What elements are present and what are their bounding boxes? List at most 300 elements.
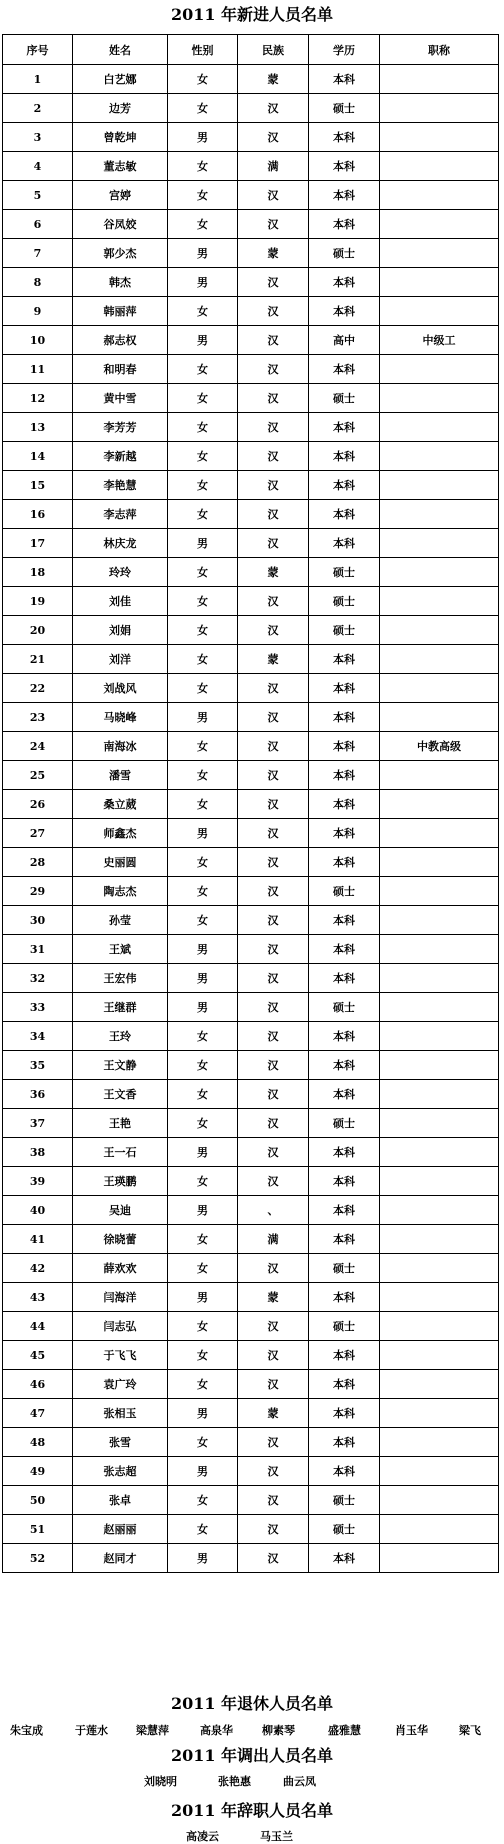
cell-name: 王宏伟 [73, 964, 168, 993]
cell-education: 本科 [309, 442, 380, 471]
cell-name: 王玲 [73, 1022, 168, 1051]
cell-gender: 男 [168, 1399, 238, 1428]
table-header-row [3, 35, 499, 65]
cell-gender: 男 [168, 1544, 238, 1573]
cell-ethnicity: 汉 [238, 674, 309, 703]
cell-gender: 男 [168, 268, 238, 297]
cell-gender: 女 [168, 1254, 238, 1283]
table-row [3, 732, 499, 761]
cell-education: 本科 [309, 761, 380, 790]
cell-ethnicity: 汉 [238, 94, 309, 123]
cell-name: 郭少杰 [73, 239, 168, 268]
table-row [3, 413, 499, 442]
cell-name: 潘雪 [73, 761, 168, 790]
cell-title [380, 1254, 499, 1283]
cell-name: 赵丽丽 [73, 1515, 168, 1544]
cell-title [380, 848, 499, 877]
cell-name: 于飞飞 [73, 1341, 168, 1370]
cell-education: 本科 [309, 471, 380, 500]
cell-index: 29 [3, 877, 73, 906]
cell-title [380, 1167, 499, 1196]
cell-ethnicity: 汉 [238, 1051, 309, 1080]
cell-gender: 男 [168, 1457, 238, 1486]
cell-name: 王瑛鹏 [73, 1167, 168, 1196]
cell-name: 韩丽萍 [73, 297, 168, 326]
table-row [3, 1225, 499, 1254]
cell-index: 2 [3, 94, 73, 123]
cell-index: 51 [3, 1515, 73, 1544]
cell-ethnicity: 汉 [238, 384, 309, 413]
retired-title: 2011 年退休人员名单 [170, 1694, 334, 1713]
cell-name: 李志萍 [73, 500, 168, 529]
cell-title [380, 558, 499, 587]
cell-title [380, 761, 499, 790]
cell-title [380, 1370, 499, 1399]
col-header-education: 学历 [309, 35, 380, 65]
cell-gender: 女 [168, 442, 238, 471]
cell-name: 玲玲 [73, 558, 168, 587]
table-row [3, 471, 499, 500]
cell-gender: 女 [168, 1225, 238, 1254]
cell-name: 桑立葳 [73, 790, 168, 819]
cell-education: 本科 [309, 1341, 380, 1370]
cell-ethnicity: 汉 [238, 500, 309, 529]
cell-gender: 女 [168, 1051, 238, 1080]
cell-title [380, 152, 499, 181]
cell-ethnicity: 汉 [238, 616, 309, 645]
table-row [3, 877, 499, 906]
cell-gender: 女 [168, 384, 238, 413]
cell-ethnicity: 汉 [238, 1428, 309, 1457]
cell-index: 33 [3, 993, 73, 1022]
cell-title [380, 297, 499, 326]
cell-ethnicity: 汉 [238, 1486, 309, 1515]
cell-education: 硕士 [309, 1109, 380, 1138]
table-row [3, 848, 499, 877]
cell-index: 14 [3, 442, 73, 471]
cell-gender: 男 [168, 993, 238, 1022]
cell-ethnicity: 汉 [238, 1341, 309, 1370]
cell-name: 吴迪 [73, 1196, 168, 1225]
cell-ethnicity: 汉 [238, 355, 309, 384]
cell-education: 硕士 [309, 1486, 380, 1515]
table-row [3, 587, 499, 616]
cell-name: 刘佳 [73, 587, 168, 616]
table-row [3, 616, 499, 645]
cell-ethnicity: 汉 [238, 790, 309, 819]
table-row [3, 326, 499, 355]
cell-ethnicity: 汉 [238, 819, 309, 848]
cell-index: 39 [3, 1167, 73, 1196]
table-row [3, 1167, 499, 1196]
cell-index: 15 [3, 471, 73, 500]
cell-title [380, 703, 499, 732]
cell-gender: 女 [168, 1109, 238, 1138]
cell-name: 韩杰 [73, 268, 168, 297]
cell-title [380, 935, 499, 964]
cell-index: 4 [3, 152, 73, 181]
cell-title [380, 239, 499, 268]
cell-name: 李新越 [73, 442, 168, 471]
cell-ethnicity: 汉 [238, 1312, 309, 1341]
cell-gender: 男 [168, 123, 238, 152]
cell-title [380, 442, 499, 471]
cell-title [380, 1428, 499, 1457]
table-row [3, 268, 499, 297]
cell-title [380, 1544, 499, 1573]
table-row [3, 1457, 499, 1486]
cell-education: 本科 [309, 645, 380, 674]
cell-name: 王艳 [73, 1109, 168, 1138]
table-row [3, 1051, 499, 1080]
cell-name: 袁广玲 [73, 1370, 168, 1399]
cell-gender: 女 [168, 1080, 238, 1109]
table-row [3, 964, 499, 993]
cell-title [380, 964, 499, 993]
transferred-title: 2011 年调出人员名单 [170, 1746, 334, 1765]
cell-title [380, 877, 499, 906]
cell-index: 30 [3, 906, 73, 935]
cell-gender: 女 [168, 65, 238, 94]
cell-ethnicity: 蒙 [238, 558, 309, 587]
col-header-gender: 性别 [168, 35, 238, 65]
cell-index: 11 [3, 355, 73, 384]
cell-name: 南海冰 [73, 732, 168, 761]
cell-gender: 男 [168, 964, 238, 993]
cell-index: 40 [3, 1196, 73, 1225]
cell-index: 34 [3, 1022, 73, 1051]
cell-education: 本科 [309, 500, 380, 529]
cell-education: 本科 [309, 848, 380, 877]
cell-title [380, 413, 499, 442]
cell-gender: 男 [168, 529, 238, 558]
cell-ethnicity: 汉 [238, 877, 309, 906]
cell-gender: 女 [168, 1341, 238, 1370]
cell-gender: 女 [168, 848, 238, 877]
table-row [3, 355, 499, 384]
cell-ethnicity: 、 [238, 1196, 309, 1225]
person-name: 柳素琴 [262, 1724, 295, 1737]
col-header-index: 序号 [3, 35, 73, 65]
cell-ethnicity: 汉 [238, 1515, 309, 1544]
cell-education: 本科 [309, 210, 380, 239]
cell-index: 41 [3, 1225, 73, 1254]
cell-index: 52 [3, 1544, 73, 1573]
table-row [3, 1312, 499, 1341]
cell-gender: 女 [168, 152, 238, 181]
cell-title [380, 906, 499, 935]
cell-index: 3 [3, 123, 73, 152]
cell-title [380, 1109, 499, 1138]
cell-index: 49 [3, 1457, 73, 1486]
new-staff-title: 2011 年新进人员名单 [170, 5, 334, 24]
table-row [3, 674, 499, 703]
cell-index: 18 [3, 558, 73, 587]
cell-index: 16 [3, 500, 73, 529]
cell-ethnicity: 满 [238, 152, 309, 181]
cell-gender: 男 [168, 1196, 238, 1225]
cell-title [380, 1138, 499, 1167]
cell-ethnicity: 蒙 [238, 645, 309, 674]
table-row [3, 1138, 499, 1167]
table-row [3, 703, 499, 732]
cell-index: 43 [3, 1283, 73, 1312]
cell-title: 中级工 [380, 326, 499, 355]
cell-education: 本科 [309, 1544, 380, 1573]
cell-education: 本科 [309, 413, 380, 442]
cell-index: 1 [3, 65, 73, 94]
table-row [3, 1196, 499, 1225]
person-name: 朱宝成 [10, 1724, 43, 1737]
table-row [3, 529, 499, 558]
cell-index: 5 [3, 181, 73, 210]
cell-ethnicity: 汉 [238, 471, 309, 500]
cell-ethnicity: 汉 [238, 1544, 309, 1573]
cell-name: 张卓 [73, 1486, 168, 1515]
table-row [3, 210, 499, 239]
cell-education: 硕士 [309, 1312, 380, 1341]
col-header-name: 姓名 [73, 35, 168, 65]
cell-ethnicity: 汉 [238, 732, 309, 761]
cell-title [380, 1341, 499, 1370]
table-row [3, 65, 499, 94]
cell-index: 21 [3, 645, 73, 674]
cell-title [380, 355, 499, 384]
cell-ethnicity: 汉 [238, 442, 309, 471]
cell-name: 曾乾坤 [73, 123, 168, 152]
table-row [3, 1544, 499, 1573]
cell-education: 本科 [309, 1428, 380, 1457]
person-name: 盛雅慧 [328, 1724, 361, 1737]
cell-title [380, 616, 499, 645]
cell-gender: 女 [168, 471, 238, 500]
cell-name: 李芳芳 [73, 413, 168, 442]
cell-title: 中教高级 [380, 732, 499, 761]
cell-education: 本科 [309, 1138, 380, 1167]
cell-index: 28 [3, 848, 73, 877]
cell-name: 刘战风 [73, 674, 168, 703]
cell-title [380, 1283, 499, 1312]
cell-ethnicity: 汉 [238, 1254, 309, 1283]
cell-ethnicity: 汉 [238, 529, 309, 558]
cell-gender: 男 [168, 703, 238, 732]
person-name: 肖玉华 [395, 1724, 428, 1737]
cell-education: 硕士 [309, 94, 380, 123]
cell-name: 孙莹 [73, 906, 168, 935]
cell-title [380, 65, 499, 94]
new-staff-table [2, 34, 499, 1573]
cell-education: 本科 [309, 732, 380, 761]
cell-name: 张雪 [73, 1428, 168, 1457]
cell-education: 硕士 [309, 558, 380, 587]
cell-gender: 女 [168, 1515, 238, 1544]
cell-ethnicity: 汉 [238, 703, 309, 732]
cell-ethnicity: 满 [238, 1225, 309, 1254]
cell-title [380, 1399, 499, 1428]
cell-title [380, 587, 499, 616]
resigned-title: 2011 年辞职人员名单 [170, 1801, 334, 1820]
cell-education: 本科 [309, 1051, 380, 1080]
person-name: 于莲水 [75, 1724, 108, 1737]
cell-education: 本科 [309, 935, 380, 964]
cell-gender: 女 [168, 297, 238, 326]
cell-index: 7 [3, 239, 73, 268]
col-header-ethnicity: 民族 [238, 35, 309, 65]
cell-ethnicity: 汉 [238, 935, 309, 964]
person-name: 马玉兰 [260, 1830, 293, 1843]
cell-name: 王继群 [73, 993, 168, 1022]
cell-title [380, 471, 499, 500]
cell-name: 和明春 [73, 355, 168, 384]
cell-education: 硕士 [309, 616, 380, 645]
cell-education: 硕士 [309, 1515, 380, 1544]
cell-name: 宫婷 [73, 181, 168, 210]
cell-ethnicity: 汉 [238, 761, 309, 790]
cell-title [380, 1312, 499, 1341]
cell-index: 12 [3, 384, 73, 413]
cell-name: 陶志杰 [73, 877, 168, 906]
cell-gender: 女 [168, 616, 238, 645]
table-row [3, 239, 499, 268]
cell-name: 李艳慧 [73, 471, 168, 500]
cell-gender: 女 [168, 1312, 238, 1341]
cell-index: 38 [3, 1138, 73, 1167]
table-row [3, 1080, 499, 1109]
person-name: 高泉华 [200, 1724, 233, 1737]
cell-index: 20 [3, 616, 73, 645]
cell-gender: 女 [168, 1370, 238, 1399]
cell-gender: 女 [168, 1167, 238, 1196]
cell-gender: 女 [168, 645, 238, 674]
cell-education: 硕士 [309, 587, 380, 616]
cell-title [380, 123, 499, 152]
cell-gender: 女 [168, 587, 238, 616]
cell-index: 17 [3, 529, 73, 558]
cell-title [380, 1225, 499, 1254]
cell-ethnicity: 汉 [238, 1080, 309, 1109]
cell-title [380, 210, 499, 239]
cell-title [380, 1022, 499, 1051]
cell-name: 赵同才 [73, 1544, 168, 1573]
cell-name: 边芳 [73, 94, 168, 123]
cell-education: 本科 [309, 181, 380, 210]
table-row [3, 1370, 499, 1399]
table-row [3, 1283, 499, 1312]
cell-name: 史丽圆 [73, 848, 168, 877]
table-row [3, 790, 499, 819]
cell-name: 董志敏 [73, 152, 168, 181]
cell-index: 36 [3, 1080, 73, 1109]
cell-gender: 女 [168, 732, 238, 761]
cell-education: 本科 [309, 1196, 380, 1225]
cell-gender: 女 [168, 906, 238, 935]
cell-title [380, 645, 499, 674]
cell-ethnicity: 汉 [238, 1370, 309, 1399]
cell-index: 42 [3, 1254, 73, 1283]
cell-ethnicity: 汉 [238, 413, 309, 442]
cell-index: 8 [3, 268, 73, 297]
cell-gender: 男 [168, 1138, 238, 1167]
table-row [3, 384, 499, 413]
cell-education: 本科 [309, 1283, 380, 1312]
cell-education: 本科 [309, 355, 380, 384]
cell-education: 硕士 [309, 239, 380, 268]
cell-title [380, 674, 499, 703]
cell-title [380, 529, 499, 558]
cell-index: 27 [3, 819, 73, 848]
cell-ethnicity: 汉 [238, 1457, 309, 1486]
cell-education: 本科 [309, 674, 380, 703]
cell-index: 32 [3, 964, 73, 993]
cell-index: 26 [3, 790, 73, 819]
cell-index: 37 [3, 1109, 73, 1138]
cell-gender: 女 [168, 558, 238, 587]
cell-education: 本科 [309, 529, 380, 558]
cell-title [380, 1486, 499, 1515]
cell-gender: 女 [168, 790, 238, 819]
cell-title [380, 993, 499, 1022]
cell-gender: 女 [168, 1428, 238, 1457]
cell-education: 本科 [309, 819, 380, 848]
cell-gender: 女 [168, 355, 238, 384]
cell-index: 6 [3, 210, 73, 239]
person-name: 梁飞 [459, 1724, 481, 1737]
cell-ethnicity: 汉 [238, 297, 309, 326]
cell-education: 本科 [309, 1080, 380, 1109]
person-name: 张艳惠 [218, 1775, 251, 1788]
table-row [3, 297, 499, 326]
cell-index: 10 [3, 326, 73, 355]
cell-education: 本科 [309, 1022, 380, 1051]
cell-ethnicity: 汉 [238, 1022, 309, 1051]
cell-title [380, 1515, 499, 1544]
cell-ethnicity: 汉 [238, 848, 309, 877]
cell-education: 本科 [309, 703, 380, 732]
table-row [3, 1109, 499, 1138]
table-row [3, 500, 499, 529]
person-name: 曲云凤 [283, 1775, 316, 1788]
cell-index: 45 [3, 1341, 73, 1370]
cell-index: 13 [3, 413, 73, 442]
cell-name: 闫志弘 [73, 1312, 168, 1341]
cell-gender: 女 [168, 500, 238, 529]
col-header-title: 职称 [380, 35, 499, 65]
table-row [3, 558, 499, 587]
table-row [3, 993, 499, 1022]
person-name: 高凌云 [186, 1830, 219, 1843]
cell-title [380, 181, 499, 210]
table-row [3, 906, 499, 935]
cell-ethnicity: 汉 [238, 1109, 309, 1138]
cell-ethnicity: 蒙 [238, 239, 309, 268]
cell-index: 35 [3, 1051, 73, 1080]
table-row [3, 819, 499, 848]
cell-name: 王文香 [73, 1080, 168, 1109]
cell-index: 24 [3, 732, 73, 761]
cell-title [380, 1080, 499, 1109]
cell-education: 高中 [309, 326, 380, 355]
cell-name: 王一石 [73, 1138, 168, 1167]
cell-name: 闫海洋 [73, 1283, 168, 1312]
cell-title [380, 268, 499, 297]
cell-education: 本科 [309, 65, 380, 94]
cell-education: 本科 [309, 268, 380, 297]
cell-name: 王文静 [73, 1051, 168, 1080]
cell-ethnicity: 蒙 [238, 1399, 309, 1428]
cell-name: 刘娟 [73, 616, 168, 645]
cell-name: 白艺娜 [73, 65, 168, 94]
cell-ethnicity: 汉 [238, 123, 309, 152]
